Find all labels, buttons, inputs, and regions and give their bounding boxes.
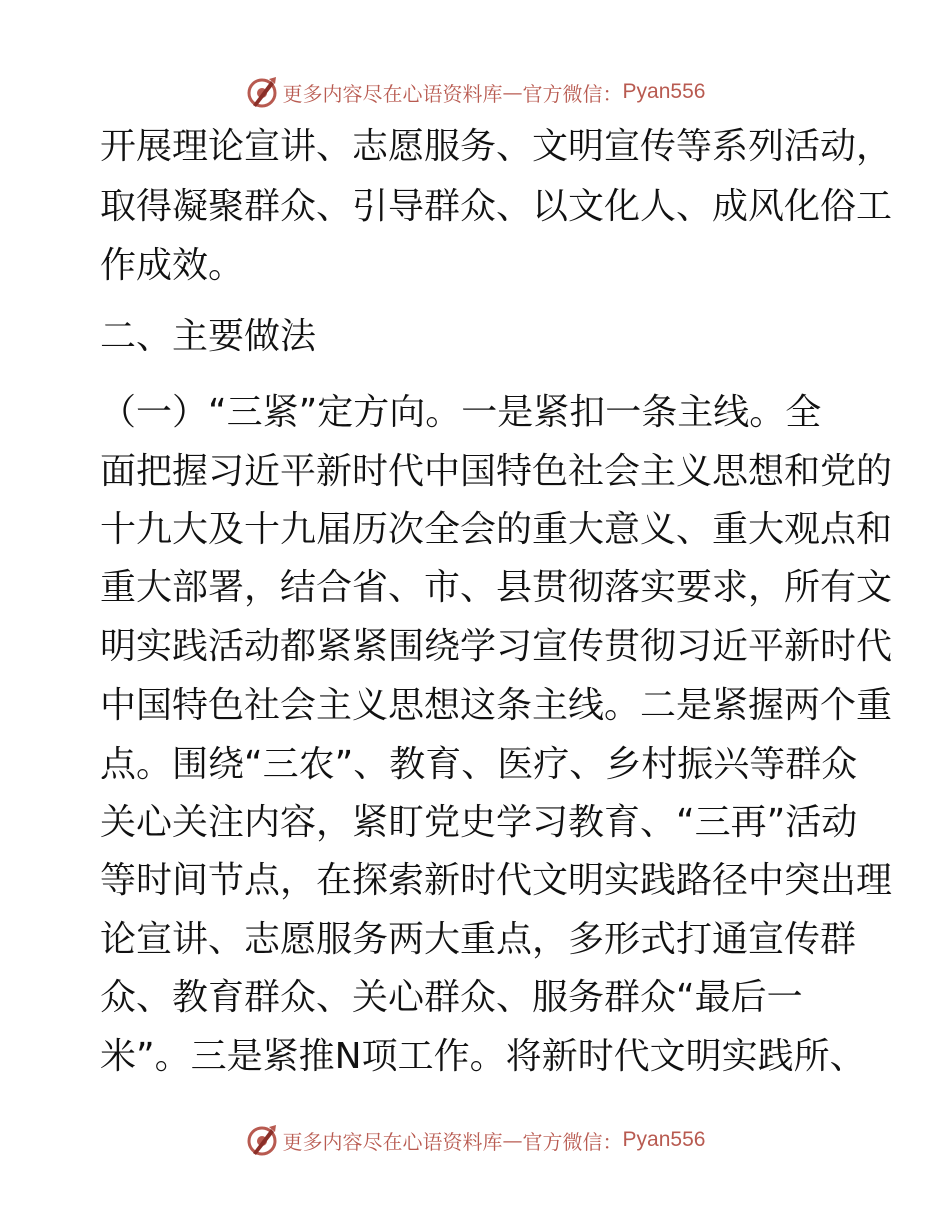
footer-banner [0,1120,950,1160]
banner-separator: — [502,80,523,104]
body-line: 米”。三是紧推N项工作。将新时代文明实践所、 [100,1036,866,1077]
body-line: 明实践活动都紧紧围绕学习宣传贯彻习近平新时代 [100,626,893,667]
banner-wechat-id: Pyan556 [622,1128,706,1151]
banner-wechat-id: Pyan556 [622,80,706,103]
body-line: 重大部署，结合省、市、县贯彻落实要求，所有文 [100,567,893,608]
body-line: 开展理论宣讲、志愿服务、文明宣传等系列活动， [100,126,893,167]
body-line: 论宣讲、志愿服务两大重点，多形式打通宣传群 [100,919,857,960]
banner-text: 更多内容尽在心语资料库 [282,81,503,106]
section-heading: 二、主要做法 [100,316,317,357]
body-line: 面把握习近平新时代中国特色社会主义思想和党的 [100,451,893,492]
body-line: 十九大及十九届历次全会的重大意义、重大观点和 [100,509,893,550]
body-line: 等时间节点，在探索新时代文明实践路径中突出理 [100,860,893,901]
body-line: 取得凝聚群众、引导群众、以文化人、成风化俗工 [100,186,893,227]
body-line: 中国特色社会主义思想这条主线。二是紧握两个重 [100,685,893,726]
banner-wechat-label: 官方微信： [522,1129,623,1154]
body-line: 作成效。 [100,245,245,286]
subsection-heading: （一）“三紧”定方向。一是紧扣一条主线。全 [100,392,822,433]
body-line: 关心关注内容，紧盯党史学习教育、“三再”活动 [100,802,858,843]
header-banner [0,72,950,112]
banner-wechat-label: 官方微信： [522,81,623,106]
banner-text: 更多内容尽在心语资料库 [282,1129,503,1154]
banner-separator: — [502,1128,523,1152]
body-line: 点。围绕“三农”、教育、医疗、乡村振兴等群众 [100,744,858,785]
body-line: 众、教育群众、关心群众、服务群众“最后一 [100,977,803,1018]
quill-logo-icon [245,75,279,109]
quill-logo-icon [245,1123,279,1157]
